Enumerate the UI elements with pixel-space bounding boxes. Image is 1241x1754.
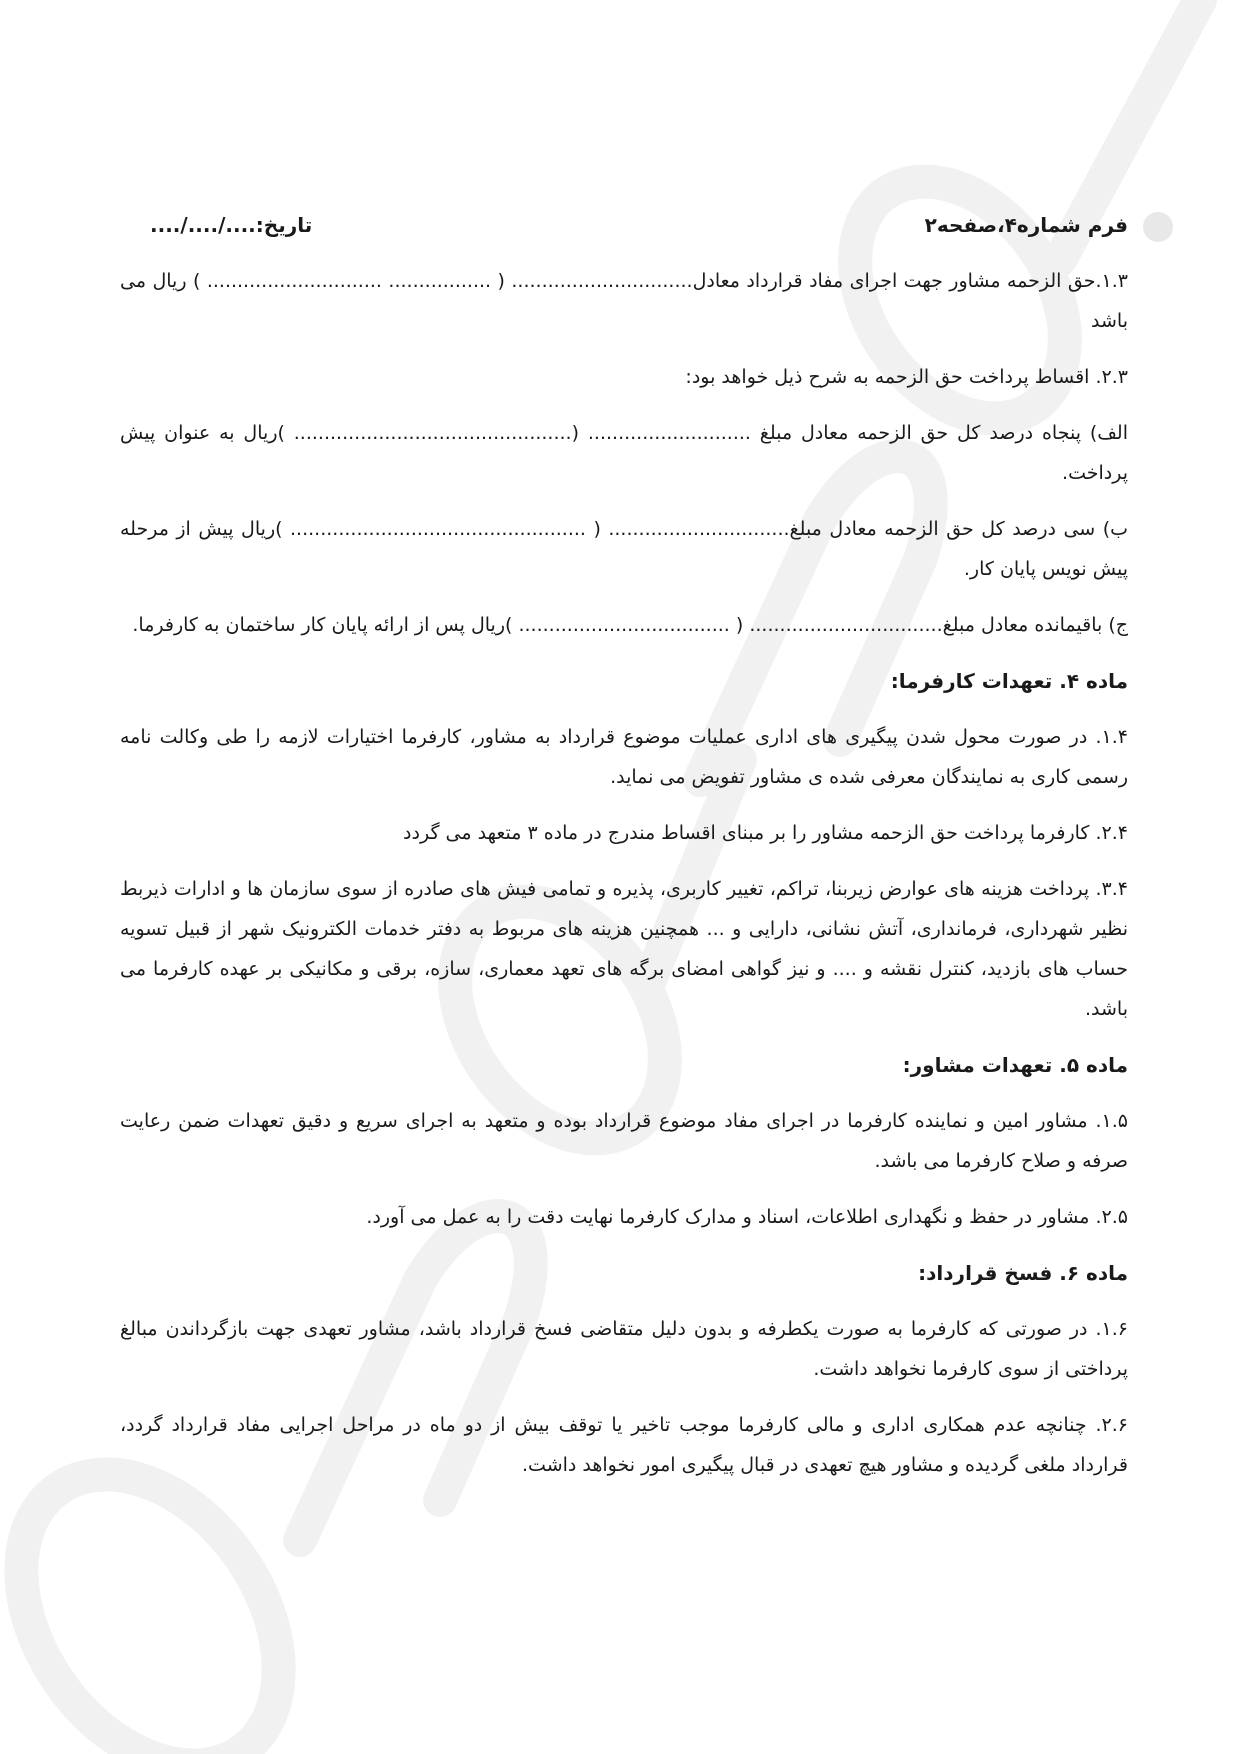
form-title: فرم شماره۴،صفحه۲ — [924, 213, 1128, 237]
clause-6-1: ۱.۶. در صورتی که کارفرما به صورت یکطرفه و بدون دلیل متقاضی فسخ قرارداد باشد، مشاور تعهدی جهت بازگرداندن مبالغ پرداختی از سوی کارفرما نخواهد داشت. — [120, 1318, 1128, 1380]
clause-3-b: ب) سی درصد کل حق الزحمه معادل مبلغ.............................. ( ................................................. )ریال پیش از مرحله پیش نویس پایان کار. — [120, 518, 1128, 580]
clause-4-2: ۲.۴. کارفرما پرداخت حق الزحمه مشاور را بر مبنای اقساط مندرج در ماده ۳ متعهد می گردد — [403, 822, 1128, 844]
clause-5-2: ۲.۵. مشاور در حفظ و نگهداری اطلاعات، اسناد و مدارک کارفرما نهایت دقت را به عمل می آورد. — [366, 1206, 1128, 1228]
clause-3-c: ج) باقیمانده معادل مبلغ................................ ( ................................... )ریال پس از ارائه پایان کار ساختمان به کارفرما. — [132, 614, 1128, 636]
document-page — [120, 205, 1128, 1501]
clause-5-1: ۱.۵. مشاور امین و نماینده کارفرما در اجرای مفاد موضوع قرارداد بوده و متعهد به اجرای سریع و دقیق تعهدات ضمن رعایت صرفه و صلاح کارفرما می باشد. — [120, 1110, 1128, 1172]
clause-4-3: ۳.۴. پرداخت هزینه های عوارض زیربنا، تراکم، تغییر کاربری، پذیره و تمامی فیش های صادره از سوی سازمان ها و ادارات ذیربط نظیر شهرداری، فرمانداری، آتش نشانی، دارایی و ... همچنین هزینه های مربوط به دفتر خدمات الکترونیک شهر از قبیل تسویه حساب های بازدید، کنترل نقشه و .... و نیز گواهی امضای برگه های تعهد معماری، سازه، برقی و مکانیکی بر عهده کارفرما می باشد. — [120, 878, 1128, 1020]
clause-3-a: الف) پنجاه درصد کل حق الزحمه معادل مبلغ ........................... (.............................................. )ریال به عنوان پیش پرداخت. — [120, 422, 1128, 484]
page-header — [120, 205, 1128, 245]
article-6-heading: ماده ۶. فسخ قرارداد: — [918, 1261, 1128, 1285]
clause-3-2: ۲.۳. اقساط پرداخت حق الزحمه به شرح ذیل خواهد بود: — [685, 366, 1128, 388]
article-4-heading: ماده ۴. تعهدات کارفرما: — [890, 669, 1128, 693]
date-field: تاریخ:..../..../.... — [150, 213, 313, 237]
header-bullet-dot — [1143, 212, 1173, 242]
clause-4-1: ۱.۴. در صورت محول شدن پیگیری های اداری عملیات موضوع قرارداد به مشاور، کارفرما اختیارات لازمه را طی وکالت نامه رسمی کاری به نمایندگان معرفی شده ی مشاور تفویض می نماید. — [120, 726, 1128, 788]
article-5-heading: ماده ۵. تعهدات مشاور: — [902, 1053, 1128, 1077]
clause-3-1: ۱.۳.حق الزحمه مشاور جهت اجرای مفاد قرارداد معادل.............................. ( ................. ............................. ) ریال می باشد — [120, 270, 1128, 332]
clause-6-2: ۲.۶. چنانچه عدم همکاری اداری و مالی کارفرما موجب تاخیر یا توقف بیش از دو ماه در مراحل اجرایی مفاد قرارداد گردد، قرارداد ملغی گردیده و مشاور هیچ تعهدی در قبال پیگیری امور نخواهد داشت. — [120, 1414, 1128, 1476]
